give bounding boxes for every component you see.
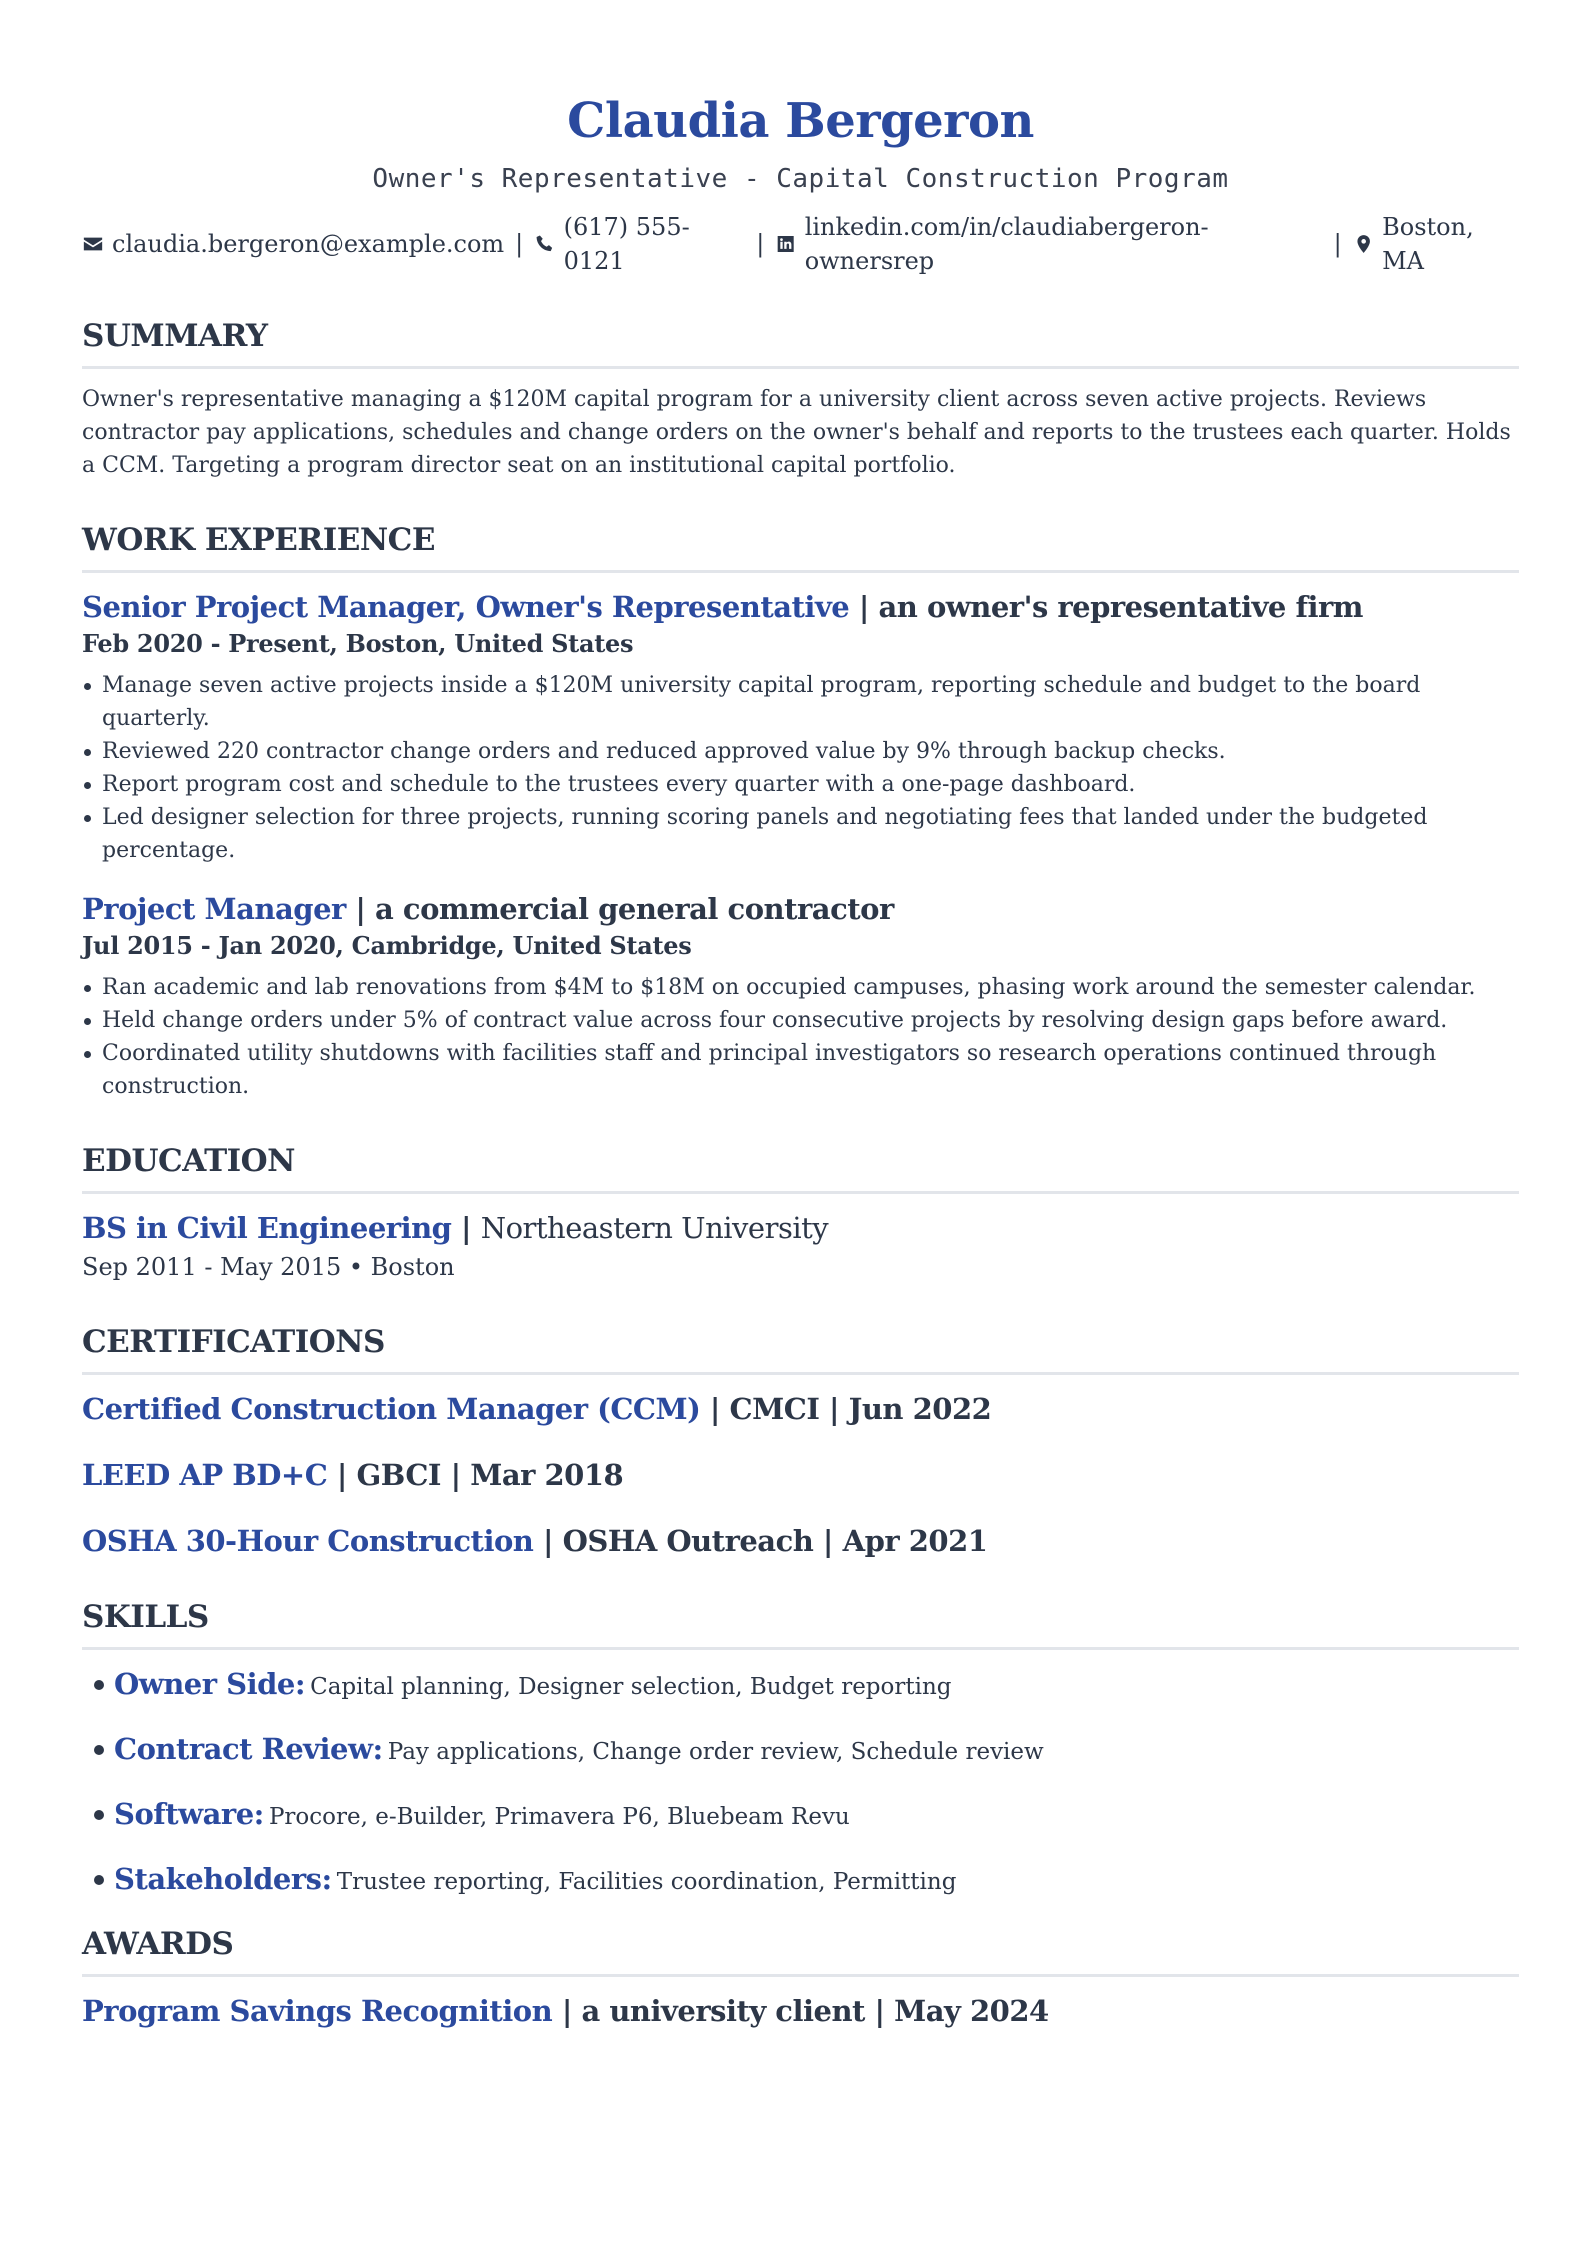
- job-entry: [82, 889, 1519, 1103]
- education-section: [82, 1141, 1519, 1284]
- job-dates-location: Jul 2015 - Jan 2020, Cambridge, United States: [82, 931, 692, 960]
- job-bullets: [82, 971, 1519, 1103]
- skills-section: [82, 1597, 1519, 1904]
- bullet-item: Coordinated utility shutdowns with facilities staff and principal investigators so research operations continued through construction.: [82, 1037, 1519, 1103]
- bullet-item: Manage seven active projects inside a $120M university capital program, reporting schedule and budget to the board quarterly.: [82, 669, 1519, 735]
- contact-separator: |: [756, 230, 765, 258]
- separator: |: [451, 1211, 481, 1245]
- contact-email[interactable]: [82, 227, 504, 261]
- certification-item: [82, 1389, 1519, 1429]
- skill-values: Capital planning, Designer selection, Budget reporting: [310, 1674, 952, 1700]
- contact-phone[interactable]: [534, 210, 745, 278]
- experience-section: [82, 520, 1519, 1103]
- location-text: Boston, MA: [1382, 213, 1474, 275]
- contact-line: [82, 210, 1519, 278]
- skill-item: [114, 1794, 1519, 1839]
- education-entry: [82, 1208, 1519, 1284]
- skill-category: Software:: [114, 1797, 264, 1831]
- certification-details: | GBCI | Mar 2018: [327, 1458, 624, 1492]
- job-heading: [82, 587, 1519, 627]
- job-company: | an owner's representative firm: [849, 590, 1363, 624]
- headline: Owner's Representative - Capital Construction Program: [372, 164, 1229, 194]
- job-entry: [82, 587, 1519, 867]
- bullet-item: Report program cost and schedule to the trustees every quarter with a one-page dashboard.: [82, 768, 1519, 801]
- section-title: WORK EXPERIENCE: [82, 520, 1519, 573]
- job-bullets: [82, 669, 1519, 867]
- skill-item: [114, 1664, 1519, 1709]
- award-item: [82, 1991, 1519, 2031]
- certifications-section: [82, 1322, 1519, 1561]
- section-title: AWARDS: [82, 1924, 1519, 1977]
- skill-category: Owner Side:: [114, 1667, 306, 1701]
- education-heading: [82, 1208, 1519, 1248]
- bullet-item: Ran academic and lab renovations from $4M to $18M on occupied campuses, phasing work around the semester calendar.: [82, 971, 1519, 1004]
- job-title: Senior Project Manager, Owner's Representative: [82, 590, 850, 624]
- awards-section: [82, 1924, 1519, 2031]
- contact-separator: |: [515, 230, 524, 258]
- skill-values: Procore, e-Builder, Primavera P6, Bluebeam Revu: [268, 1804, 850, 1830]
- job-title: Project Manager: [82, 892, 346, 926]
- bullet-item: Led designer selection for three projects, running scoring panels and negotiating fees that landed under the budgeted percentage.: [82, 801, 1519, 867]
- certification-item: [82, 1521, 1519, 1561]
- linkedin-icon: [775, 233, 796, 255]
- degree: BS in Civil Engineering: [82, 1211, 452, 1245]
- award-name: Program Savings Recognition: [82, 1994, 553, 2028]
- bullet-item: Held change orders under 5% of contract value across four consecutive projects by resolving design gaps before award.: [82, 1004, 1519, 1037]
- award-details: | a university client | May 2024: [552, 1994, 1049, 2028]
- phone-icon: [534, 233, 555, 255]
- certification-details: | CMCI | Jun 2022: [700, 1392, 992, 1426]
- job-company: | a commercial general contractor: [345, 892, 894, 926]
- certification-item: [82, 1455, 1519, 1495]
- phone-text: (617) 555-0121: [563, 213, 690, 275]
- summary-section: [82, 316, 1519, 482]
- certification-name: Certified Construction Manager (CCM): [82, 1392, 701, 1426]
- email-text: claudia.bergeron@example.com: [112, 230, 505, 258]
- map-pin-icon: [1353, 233, 1374, 255]
- contact-separator: |: [1333, 230, 1342, 258]
- section-title: SKILLS: [82, 1597, 1519, 1650]
- certification-name: OSHA 30-Hour Construction: [82, 1524, 534, 1558]
- skill-category: Stakeholders:: [114, 1862, 332, 1896]
- contact-linkedin[interactable]: [775, 210, 1322, 278]
- education-dates: Sep 2011 - May 2015 • Boston: [82, 1253, 455, 1281]
- skill-category: Contract Review:: [114, 1732, 383, 1766]
- contact-location: [1353, 210, 1519, 278]
- linkedin-text: linkedin.com/in/claudiabergeron-ownersrep: [804, 213, 1209, 275]
- skill-values: Pay applications, Change order review, Schedule review: [387, 1739, 1044, 1765]
- certification-details: | OSHA Outreach | Apr 2021: [533, 1524, 988, 1558]
- envelope-icon: [82, 233, 104, 255]
- skills-list: [82, 1664, 1519, 1904]
- certification-name: LEED AP BD+C: [82, 1458, 328, 1492]
- section-title: CERTIFICATIONS: [82, 1322, 1519, 1375]
- candidate-name: Claudia Bergeron: [567, 93, 1034, 149]
- skill-item: [114, 1729, 1519, 1774]
- school: Northeastern University: [480, 1211, 829, 1245]
- skill-item: [114, 1859, 1519, 1904]
- bullet-item: Reviewed 220 contractor change orders and reduced approved value by 9% through backup checks.: [82, 735, 1519, 768]
- section-title: SUMMARY: [82, 316, 1519, 369]
- skill-values: Trustee reporting, Facilities coordination, Permitting: [336, 1869, 957, 1895]
- section-title: EDUCATION: [82, 1141, 1519, 1194]
- job-heading: [82, 889, 1519, 929]
- job-dates-location: Feb 2020 - Present, Boston, United States: [82, 629, 634, 658]
- summary-text: Owner's representative managing a $120M capital program for a university client across seven active projects. Reviews contractor pay applications, schedules and change orders on the owner's behalf and reports to the trustees each quarter. Holds a CCM. Targeting a program director seat on an institutional capital portfolio.: [82, 387, 1511, 478]
